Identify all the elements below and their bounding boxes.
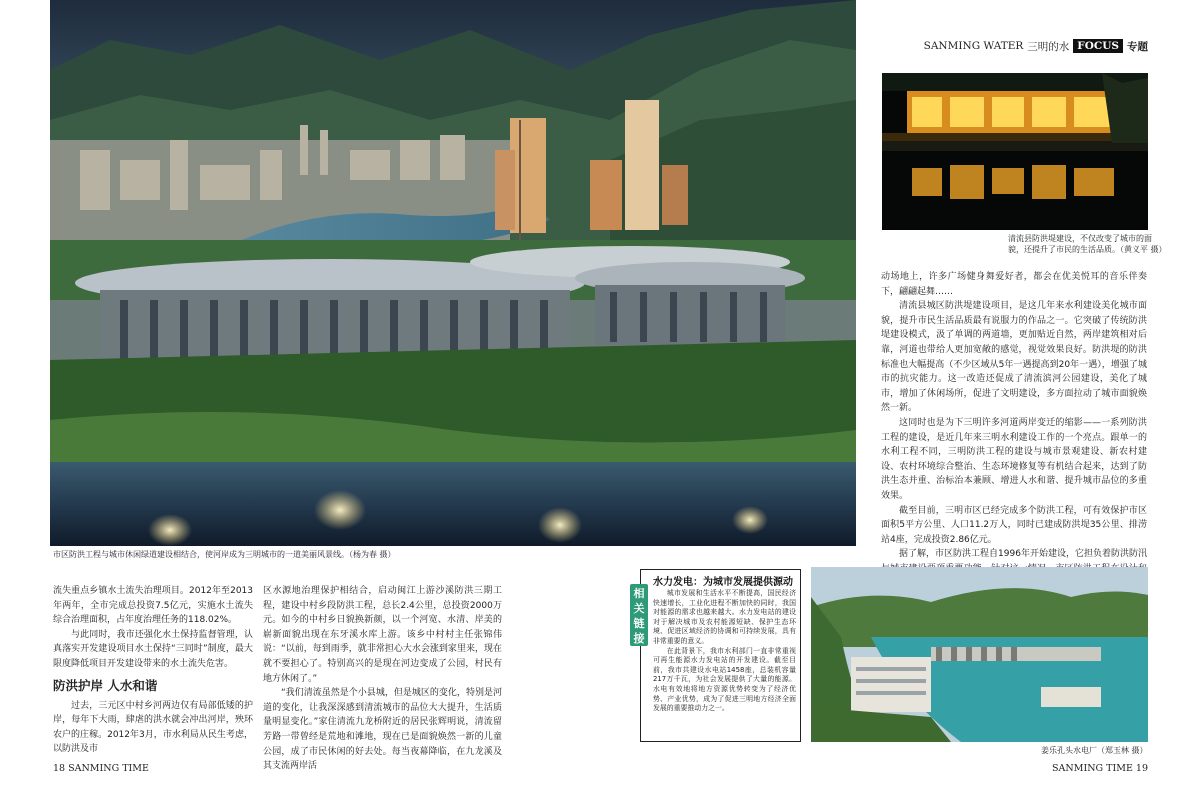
- left-article-column-1: [53, 584, 253, 757]
- paragraph: 截至目前，三明市区已经完成多个防洪工程，可有效保护市区面积5平方公里、人口11.2万人，同时已建成防洪堤35公里、排涝站4座，完成投资2.86亿元。: [881, 505, 1147, 545]
- night-riverfront-illustration: [882, 73, 1148, 230]
- paragraph: 城市发展和生活水平不断提高，国民经济快速增长，工业化进程不断加快的同时，我国对能源的需求也越来越大。水力发电站的建设对于解决城市及农村能源短缺、保护生态环境、促进区域经济的协调和可持续发展，具有非常重要的意义。: [653, 589, 796, 645]
- paragraph: “我们清流虽然是个小县城，但是城区的变化，特别是河道的变化，让我深深感到清流城市的品位大大提升，生活质量明显变化。”家住清流九龙桥附近的居民张辉明说，清流留芳路一带曾经是荒地和滩地，现在已是面貌焕然一新的儿童公园，成了市民休闲的好去处。每当夜幕降临，在九龙溪及其支流两岸活: [263, 688, 502, 772]
- paragraph: 动场地上，许多广场健身舞爱好者，都会在优美悦耳的音乐伴奏下，翩翩起舞……: [881, 272, 1147, 297]
- paragraph: 这同时也是为下三明许多河道两岸变迁的缩影——一系列防洪工程的建设，是近几年来三明水利建设工作的一个亮点。跟单一的水利工程不同，三明防洪工程的建设与城市景观建设、新农村建设、农村环境综合整治、生态环境修复等有机结合起来，达到了防洪生态并重、治标治本兼顾、增进人水和谐、提升城市品位的多重效果。: [881, 417, 1147, 501]
- paragraph: 清流县城区防洪堤建设项目，是这几年来水利建设美化城市面貌，提升市民生活品质最有说服力的作品之一。它突破了传统防洪堤建设模式，汲了单调的两道墙，更加贴近自然，两岸建筑相对后靠，河道也带给人更加宽敞的感觉，视觉效果良好。防洪堤的防洪标准也大幅提高（不少区域从5年一遇提高到20年一遇），增强了城市的抗灾能力。这一改造还促成了清流滨河公园建设，美化了城市，增加了休闲场所，促进了文明建设，多方面拉动了城市面貌焕然一新。: [881, 301, 1147, 414]
- section-header: [924, 39, 1148, 53]
- related-link-tab: 相关链接: [630, 584, 648, 646]
- night-photo-caption-line1: 清流县防洪堤建设，不仅改变了城市的面: [1008, 234, 1152, 243]
- night-photo-caption-line2: 貌，还提升了市民的生活品质。（黄义平 摄）: [1008, 245, 1167, 254]
- night-embankment-photo: [882, 73, 1148, 230]
- sidebox-body: [653, 589, 796, 714]
- paragraph-text: 据了解，市区防洪工程自1996年开始建设，它担负着防洪防汛: [899, 549, 1147, 560]
- dam-photo-caption: 姜乐孔头水电厂（郑玉林 摄）: [1041, 746, 1148, 755]
- paragraph: 与此同时，我市还强化水土保持监督管理，认真落实开发建设项目水土保持“三同时”制度，最大限度降低项目开发建设带来的水土流失危害。: [53, 629, 253, 669]
- paragraph: 流失重点乡镇水土流失治理项目。2012年至2013年两年，全市完成总投资7.5亿元，实施水土流失综合治理面积，占年度治理任务的118.02%。: [53, 586, 253, 626]
- focus-cn: 专题: [1127, 40, 1148, 53]
- right-article-column: [881, 270, 1147, 606]
- section-name-cn: 三明的水: [1027, 40, 1070, 53]
- section-heading: 防洪护岸 人水和谐: [53, 677, 158, 693]
- page-number-left: 18 SANMING TIME: [53, 763, 149, 774]
- sidebox-title: 水力发电：为城市发展提供源动: [653, 577, 793, 588]
- cityscape-illustration: [50, 0, 856, 546]
- page-number-right: SANMING TIME 19: [1052, 763, 1148, 774]
- magazine-name: SANMING WATER: [923, 40, 1024, 52]
- paragraph: 过去，三元区中村乡河两边仅有局部低矮的护岸，每年下大雨，肆虐的洪水就会冲出河岸，殃环农户的庄稼。2012年3月，市水利局从民生考虑，以防洪及市: [53, 700, 253, 755]
- hydropower-illustration: [811, 567, 1148, 742]
- paragraph: 区水源地治理保护相结合，启动闽江上游沙溪防洪三期工程，建设中村乡段防洪工程，总长2.4公里，总投资2000万元。如今的中村乡日貌换新颜，以一个河宽、水清、岸美的崭新面貌出现在东牙溪水库上游。该乡中村村主任张锦伟说：“以前，每到雨季，就非常担心大水会涨到家里来，现在就不要担心了。特别高兴的是现在河边变成了公园，村民有地方休闲了。”: [263, 586, 502, 684]
- main-photo-caption: 市区防洪工程与城市休闲绿道建设相结合，使河岸成为三明城市的一道美丽风景线。（杨为春 摄）: [53, 550, 396, 559]
- left-article-column-2: [263, 584, 502, 774]
- main-city-photo: [50, 0, 856, 546]
- paragraph: 在此背景下，我市水利部门一直非常重视可再生能源水力发电站的开发建设。截至目前，我市共建设水电站1458座，总装机容量217万千瓦，为社会发展提供了大量的能源。水电有效地将地方资源优势转变为了经济优势、产业优势，成为了促进三明地方经济全面发展的重要推动力之一。: [653, 646, 796, 713]
- related-link-box: [633, 569, 801, 742]
- focus-badge: FOCUS: [1073, 39, 1123, 53]
- hydropower-plant-photo: [811, 567, 1148, 742]
